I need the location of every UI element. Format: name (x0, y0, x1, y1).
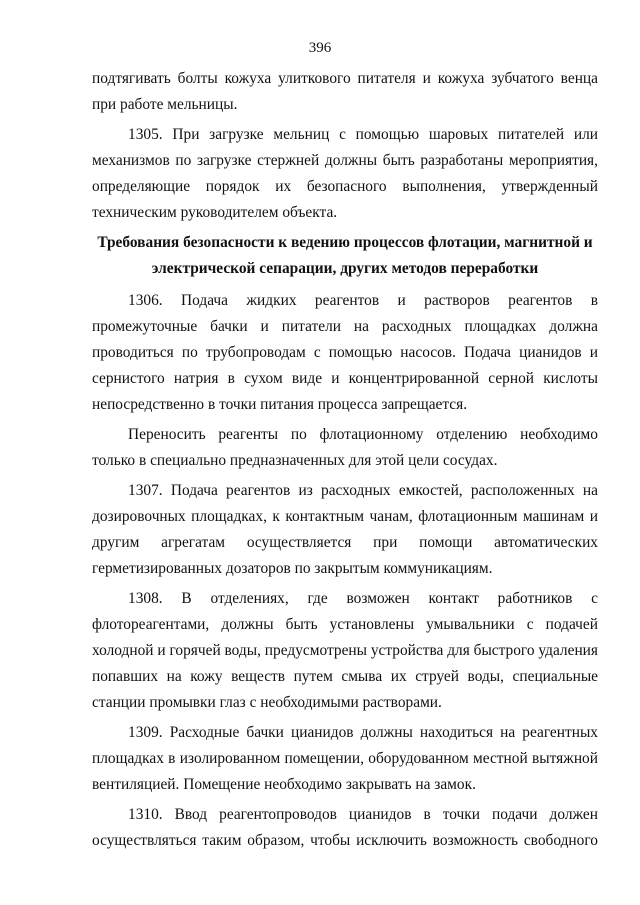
paragraph-1305: 1305. При загрузке мельниц с помощью шаровых питателей или механизмов по загрузке стержней должны быть разработаны мероприятия, определяющие порядок их безопасного выполнения, утвержденный техническим руководителем объекта. (92, 126, 598, 221)
page-number: 396 (308, 40, 332, 56)
section-heading: Требования безопасности к ведению процессов флотации, магнитной и электрической сепарации, других методов переработки (97, 234, 593, 277)
document-body (92, 66, 598, 854)
paragraph-1309: 1309. Расходные бачки цианидов должны находиться на реагентных площадках в изолированном помещении, оборудованном местной вытяжной вентиляцией. Помещение необходимо закрывать на замок. (92, 724, 598, 793)
paragraph-1308: 1308. В отделениях, где возможен контакт работников с флотореагентами, должны быть установлены умывальники с подачей холодной и горячей воды, предусмотрены устройства для быстрого удаления попавших на кожу веществ путем смыва их струей воды, специальные станции промывки глаз с необходимыми растворами. (92, 590, 598, 711)
paragraph-1306: 1306. Подача жидких реагентов и растворов реагентов в промежуточные бачки и питатели на расходных площадках должна проводиться по трубопроводам с помощью насосов. Подача цианидов и сернистого натрия в сухом виде и концентрированной серной кислоты непосредственно в точки питания процесса запрещается. (92, 292, 598, 413)
paragraph-1307: 1307. Подача реагентов из расходных емкостей, расположенных на дозировочных площадках, к контактным чанам, флотационным машинам и другим агрегатам осуществляется при помощи автоматических герметизированных дозаторов по закрытым коммуникациям. (92, 482, 598, 577)
paragraph-continuation: подтягивать болты кожуха улиткового питателя и кожуха зубчатого венца при работе мельницы. (92, 70, 598, 113)
paragraph-1310: 1310. Ввод реагентопроводов цианидов в точки подачи должен осуществляться таким образом, чтобы исключить возможность свободного (92, 806, 598, 849)
paragraph-1306-continued: Переносить реагенты по флотационному отделению необходимо только в специально предназначенных для этой цели сосудах. (92, 426, 598, 469)
